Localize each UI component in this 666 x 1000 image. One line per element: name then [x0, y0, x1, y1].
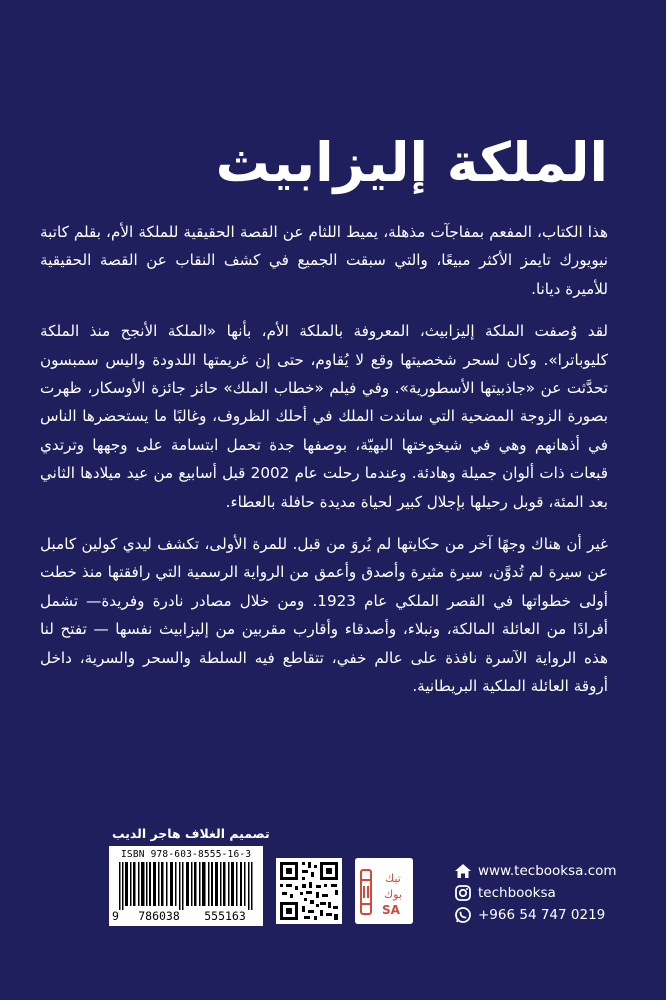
- publisher-logo-text-2: بوك: [384, 888, 402, 901]
- publisher-logo-graphic: [355, 858, 413, 924]
- contact-instagram: [454, 882, 617, 904]
- contact-info: [454, 860, 617, 926]
- cover-design-credit: تصميم الغلاف هاجر الديب: [112, 826, 270, 841]
- contact-whatsapp-text: +966 54 747 0219: [478, 907, 606, 923]
- instagram-icon: [454, 884, 472, 902]
- qr-code: [276, 858, 342, 924]
- blurb: [40, 218, 608, 715]
- contact-whatsapp: [454, 904, 617, 926]
- publisher-logo-text-3: SA: [382, 903, 400, 917]
- isbn-digit-group-1: 786038: [138, 909, 180, 923]
- whatsapp-icon: [454, 906, 472, 924]
- barcode-bars: [113, 862, 259, 910]
- contact-instagram-text: techbooksa: [478, 885, 556, 901]
- contact-website-text: www.tecbooksa.com: [478, 863, 617, 879]
- publisher-logo: [355, 858, 413, 924]
- blurb-paragraph-1: هذا الكتاب، المفعم بمفاجآت مذهلة، يميط اللثام عن القصة الحقيقية للملكة الأم، بقلم كاتبة نيويورك تايمز الأكثر مبيعًا، والتي سبقت الجميع في كشف النقاب عن القصة الحقيقية للأميرة ديانا.: [40, 223, 608, 298]
- qr-code-graphic: [276, 858, 342, 924]
- isbn-digit-group-2: 555163: [204, 909, 246, 923]
- blurb-paragraph-3: غير أن هناك وجهًا آخر من حكايتها لم يُروَ من قبل. للمرة الأولى، تكشف ليدي كولين كامبل عن سيرة لم تُدوَّن، سيرة مثيرة وأصدق وأعمق من الرواية الرسمية التي رافقتها منذ خطت أولى خطواتها في القصر الملكي عام 1923. ومن خلال مصادر نادرة وفريدة— تشمل أفرادًا من العائلة المالكة، ونبلاء، وأصدقاء وأقارب مقربين من إليزابيث نفسها — تفتح لنا هذه الرواية الآسرة نافذة على عالم خفي، تتقاطع فيه السلطة والسحر والسرية، داخل أروقة العائلة الملكية البريطانية.: [40, 535, 608, 696]
- isbn-barcode: [109, 846, 263, 926]
- blurb-paragraph-2: لقد وُصفت الملكة إليزابيث، المعروفة بالملكة الأم، بأنها «الملكة الأنجح منذ الملكة كليوباترا». وكان لسحر شخصيتها وقع لا يُقاوم، حتى إن غريمتها اللدودة واليس سمبسون تحدَّثت عن «جاذبيتها الأسطورية». وفي فيلم «خطاب الملك» حائز جائزة الأوسكار، ظهرت بصورة الزوجة المضحية التي ساندت الملك في أحلك الظروف، وغالبًا ما يستحضرها الناس في أذهانهم وهي في شيخوختها البهيّة، بوصفها جدة تحمل ابتسامة على وجهها وترتدي قبعات ذات ألوان جميلة وهادئة. وعندما رحلت عام 2002 قبل أسابيع من عيد ميلادها الثاني بعد المئة، قوبل رحيلها بإجلال كبير لحياة مديدة حافلة بالعطاء.: [40, 322, 608, 511]
- isbn-digit-prefix: 9: [112, 909, 119, 923]
- book-title: الملكة إليزابيث: [215, 131, 608, 194]
- contact-website: [454, 860, 617, 882]
- isbn-digits: [112, 909, 262, 923]
- publisher-logo-text-1: تيك: [385, 872, 401, 885]
- isbn-label: ISBN 978-603-8555-16-3: [121, 849, 252, 860]
- home-icon: [454, 862, 472, 880]
